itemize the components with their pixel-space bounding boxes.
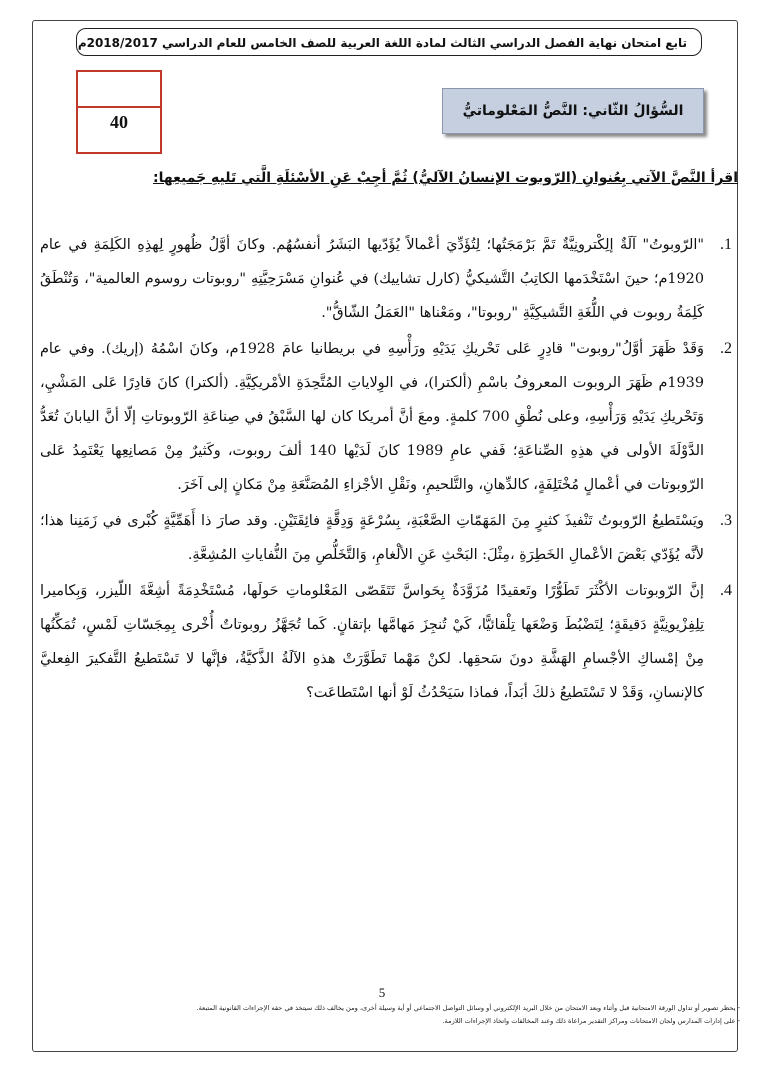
footer-notice [40,1002,740,1028]
score-value: 40 [110,112,128,132]
paragraph-text: إنَّ الرّوبوتات الأكْثَرَ تَطَوُّرًا وتَعقيدًا مُزَوَّدَةٌ بِحَواسَّ تَتَقَصّى المَعْلوماتِ حَولَها، مُسْتَخْدِمَةً أشِعَّةَ اللّيزر، وَبِكاميرا تِلِفِزْيونِيَّةٍ دَقيقَةٍ؛ لِتَضْبُطَ وَضْعَها تِلْقائيًّا، كَيْ تُنجِزَ مَهامَّها بإتقانٍ. كَما تُجَهَّزُ روبوتاتٌ أُخْرى بِمِجَسّاتِ لَمْسٍ، تُمَكِّنُها مِنْ إمْساكِ الأجْسامِ الهَشَّةِ دونَ سَحقِها. لكنْ مَهْما تَطَوَّرَتْ هذهِ الآلَةُ الذَّكيَّةُ، فإنَّها لا تَسْتَطيعُ التَّفكيرَ الفِعليَّ كالإنسانِ، وَقَدْ لا تَسْتَطيعُ ذلكَ أبَداً، فماذا سَيَحْدُثُ لَوْ أنها اسْتَطاعَت؟ [40,583,704,701]
instructions: اقرأ النَّصَّ الآتي بِعُنوانِ (الرّوبوت الإنسانُ الآليُّ) ثُمَّ أجِبْ عَنِ الأسْئلَةِ الَّتي تَليهِ جَميعِها: [152,170,738,186]
paragraph-number: 2. [720,340,732,357]
page-number: 5 [378,985,386,1000]
paragraph-text: وَقَدْ ظَهَرَ أوَّلُ"روبوت" قادِرٍ عَلى تَحْريكِ يَدَيْهِ ورَأْسِهِ في بريطانيا عامَ 1928م، وكانَ اسْمُهُ (إريك). وفي عام 1939م ظَهَرَ الروبوت المعروفُ باسْمِ (ألكترا)، في الوِلاياتِ المُتَّحِدَةِ الأمْريكِيَّةِ. (ألكترا) كانَ قادِرًا عَلى المَشْيِ، وَتَحْريكِ يَدَيْهِ وَرَأْسِهِ، وعلى نُطْقِ 700 كلمةٍ. ومعَ أنَّ أمريكا كان لها السَّبْقُ في صِناعَةِ الرّوبوتاتِ إلّا أنَّ اليابانَ تُعَدُّ الدَّوْلَةَ الأولى في هذِهِ الصِّناعَةِ؛ فَفي عامِ 1989 كانَ لَدَيْها 140 ألفَ روبوت، وكَثيرٌ مِنْ مَصانِعِها يَعْتَمِدُ عَلى الرّوبوتات في أعْمالٍ مُخْتَلِفَةٍ، كالدِّهانِ، والتَّلحيمِ، ونَقْلِ الأجْزاءِ المُصَنَّعَةِ مِنْ مَكانٍ إلى آخَرَ. [40,341,705,493]
paragraph-1 [40,228,732,330]
paragraph-number: 4. [720,582,732,599]
paragraph-text: "الرّوبوتُ" آلَةٌ إلِكْترونِيَّةٌ تَمَّ بَرْمَجَتُها؛ لِتُؤَدِّيَ أعْمالاً يُؤَدّيها البَشَرُ أنفسُهُم. وكانَ أوَّلُ ظُهورٍ لِهذِهِ الكَلِمَةِ في عام 1920م؛ حينَ اسْتَخْدَمها الكاتِبُ التَّشيكيُّ (كارل تشاييك) في عُنوانِ مَسْرَحِيَّتِهِ "روبوتات روسوم العالمية"، وَتُنْطَقُ كَلِمَةُ روبوت في اللُّغَةِ التَّشيكِيَّةِ "روبوتا"، ومَعْناها "العَمَلُ الشّاقُّ". [40,237,704,321]
footer-line-2: - على إدارات المدارس ولجان الامتحانات ومراكز التقدير مراعاة ذلك وعند المخالفات واتخاذ الإجراءات اللازمة. [442,1017,740,1025]
paragraph-text: ويَسْتَطيعُ الرّوبوتُ تَنْفيذَ كثيرٍ مِنَ المَهَمّاتِ الصَّعْبَةِ، بِسُرْعَةٍ وَدِقَّةٍ فائِقَتَيْنِ. وقد صارَ ذا أَهَمِّيَّةٍ كُبْرى في زَمَنِنا هذا؛ لأنَّه يُؤَدّي بَعْضَ الأعْمالِ الخَطِرَةِ ،مِثْلَ: البَحْثِ عَنِ الألْغامِ، وَالتَّخَلُّصِ مِنَ النُّفاياتِ المُشِعَّةِ. [40,513,704,563]
exam-header: تابع امتحان نهاية الفصل الدراسي الثالث لمادة اللغة العربية للصف الخامس للعام الدراسي 2018/2017م [76,28,702,56]
paragraph-number: 1. [720,236,732,253]
question-title: السُّؤالُ الثّاني: النَّصُّ المَعْلوماتيُّ [442,88,704,134]
paragraph-4 [40,574,732,710]
paragraph-3 [40,504,732,572]
text-body [40,228,732,712]
score-divider [78,106,160,108]
score-box [76,70,162,154]
footer-line-1: - يحظر تصوير أو تداول الورقة الامتحانية قبل وأثناء وبعد الامتحان من خلال البريد الإلكتروني أو وسائل التواصل الاجتماعي أو أية وسيلة أخرى، ومن يخالف ذلك سيتخذ في حقه الإجراءات القانونية المتبعة. [196,1004,740,1012]
paragraph-2 [40,332,732,502]
paragraph-number: 3. [720,512,732,529]
